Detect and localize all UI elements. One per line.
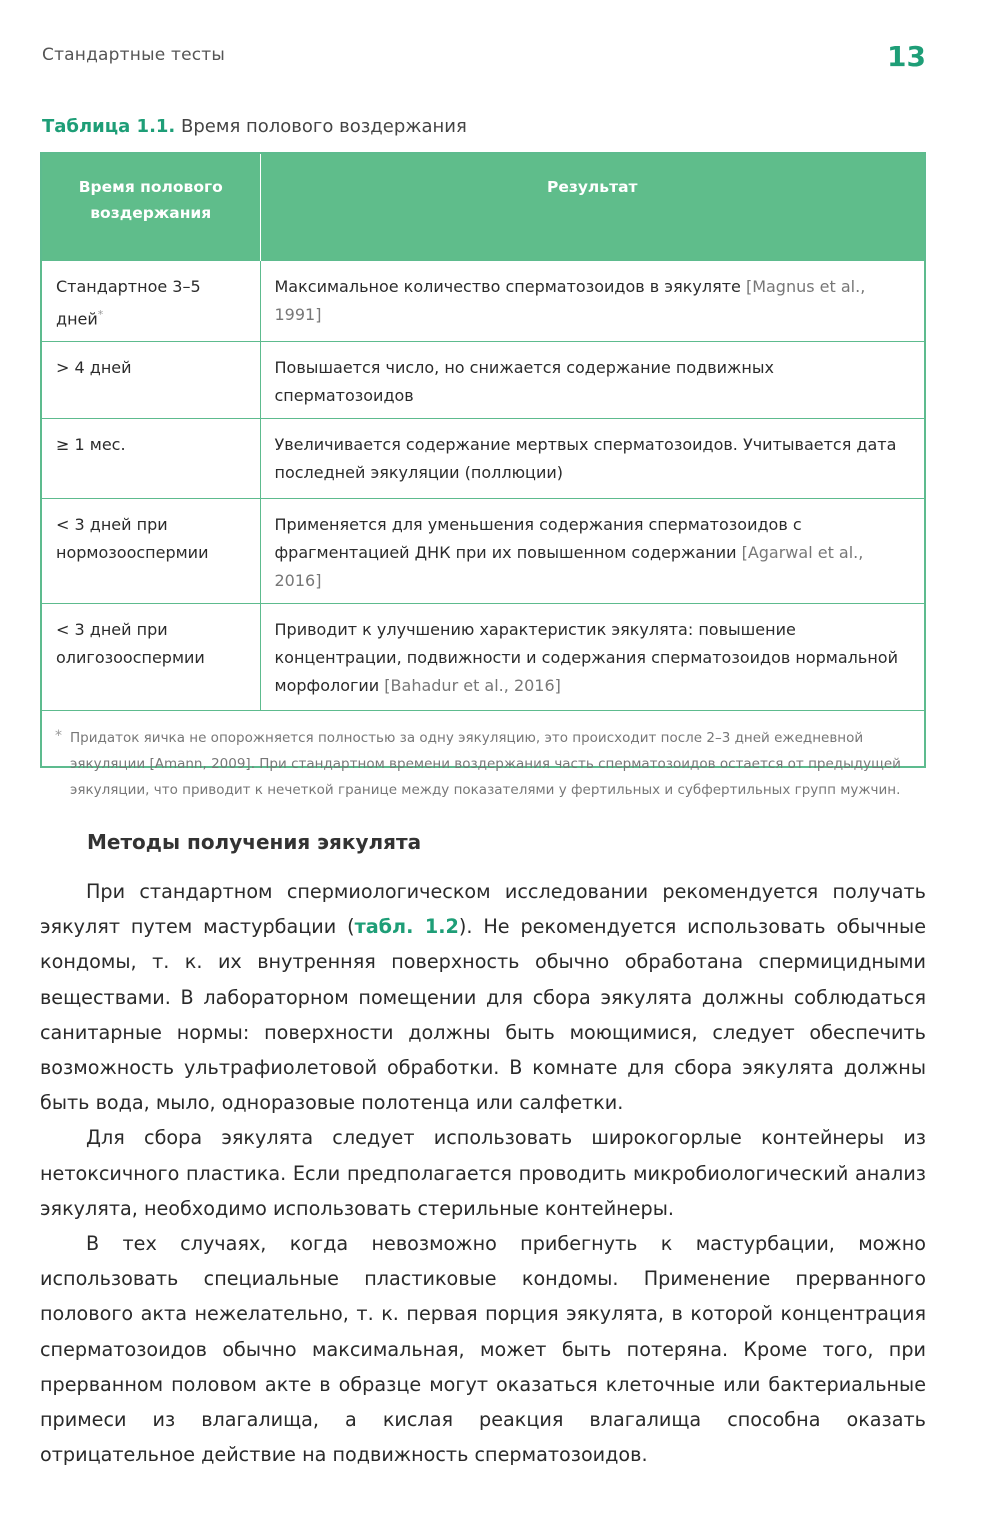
table-reference-link[interactable]: табл. 1.2: [354, 915, 459, 939]
footnote-text: Придаток яичка не опорожняется полностью за одну эякуляцию, это происходит после 2–3 дней ежедневной эякуляции [Amann, 2009]. При стандартном времени воздержания часть сперматозоидов остается от предыдущей эякуляции, что приводит к нечеткой границе между показателями у фертильных и субфертильных групп мужчин.: [70, 729, 901, 798]
result-cell: [260, 419, 924, 499]
citation: [Agarwal et al., 2016]: [274, 543, 864, 591]
time-cell: [42, 499, 260, 604]
time-value: < 3 дней при нормозооспермии: [56, 515, 209, 563]
time-cell: [42, 419, 260, 499]
time-value: ≥ 1 мес.: [56, 435, 126, 455]
result-cell: [260, 261, 924, 342]
table-header-row: [42, 154, 924, 261]
table-row: [42, 604, 924, 710]
footnote-asterisk: *: [55, 727, 62, 744]
time-cell: [42, 261, 260, 342]
table-row: [42, 261, 924, 342]
paragraph: [40, 874, 926, 1120]
result-text: Повышается число, но снижается содержание подвижных сперматозоидов: [274, 358, 774, 406]
result-text: Применяется для уменьшения содержания сперматозоидов с фрагментацией ДНК при их повышенном содержании: [274, 515, 802, 563]
result-text: Приводит к улучшению характеристик эякулята: повышение концентрации, подвижности и содержания сперматозоидов нормальной морфологии: [274, 620, 898, 696]
citation: [Magnus et al., 1991]: [274, 277, 866, 324]
result-cell: [260, 604, 924, 710]
abstinence-table: [40, 152, 926, 798]
citation: [Bahadur et al., 2016]: [384, 676, 561, 696]
result-cell: [260, 342, 924, 419]
time-cell: [42, 604, 260, 710]
table-grid: [42, 154, 924, 710]
result-text: Увеличивается содержание мертвых сперматозоидов. Учитывается дата последней эякуляции (поллюции): [274, 435, 897, 483]
result-cell: [260, 499, 924, 604]
time-value: < 3 дней при олигозооспермии: [56, 620, 205, 668]
paragraph-text: При стандартном спермиологическом исследовании рекомендуется получать эякулят путем мастурбации (: [40, 880, 926, 939]
running-head: Стандартные тесты: [42, 45, 226, 65]
table-row: [42, 342, 924, 419]
paragraph: Для сбора эякулята следует использовать широкогорлые контейнеры из нетоксичного пластика. Если предполагается проводить микробиологический анализ эякулята, необходимо использовать стерильные контейнеры.: [40, 1126, 926, 1220]
table-row: [42, 499, 924, 604]
column-header-result: Результат: [260, 154, 924, 261]
page-number: 13: [887, 40, 926, 73]
paragraph-text: ). Не рекомендуется использовать обычные кондомы, т. к. их внутренняя поверхность обычно обработана спермицидными веществами. В лабораторном помещении для сбора эякулята должны соблюдаться санитарные нормы: поверхности должны быть моющимися, следует обеспечить возможность ультрафиолетовой обработки. В комнате для сбора эякулята должны быть вода, мыло, одноразовые полотенца или салфетки.: [40, 915, 926, 1115]
table-caption-label: Таблица 1.1.: [42, 116, 176, 137]
footnote-marker: *: [97, 308, 104, 321]
time-cell: [42, 342, 260, 419]
column-header-time: Время полового воздержания: [42, 154, 260, 261]
table-row: [42, 419, 924, 499]
time-value: Стандартное 3–5 дней: [56, 277, 201, 329]
table-footnote: [42, 710, 924, 803]
time-value: > 4 дней: [56, 358, 132, 378]
table-caption: [42, 116, 467, 137]
section-title: Методы получения эякулята: [87, 830, 422, 854]
result-text: Максимальное количество сперматозоидов в эякуляте: [274, 277, 741, 296]
table-caption-title: Время полового воздержания: [181, 116, 467, 137]
paragraph: В тех случаях, когда невозможно прибегнуть к мастурбации, можно использовать специальные пластиковые кондомы. Применение прерванного полового акта нежелательно, т. к. первая порция эякулята, в которой концентрация сперматозоидов обычно максимальная, может быть потеряна. Кроме того, при прерванном половом акте в образце могут оказаться клеточные или бактериальные примеси из влагалища, а кислая реакция влагалища способна оказать отрицательное действие на подвижность сперматозоидов.: [40, 1232, 926, 1467]
section-body: [40, 874, 926, 1472]
